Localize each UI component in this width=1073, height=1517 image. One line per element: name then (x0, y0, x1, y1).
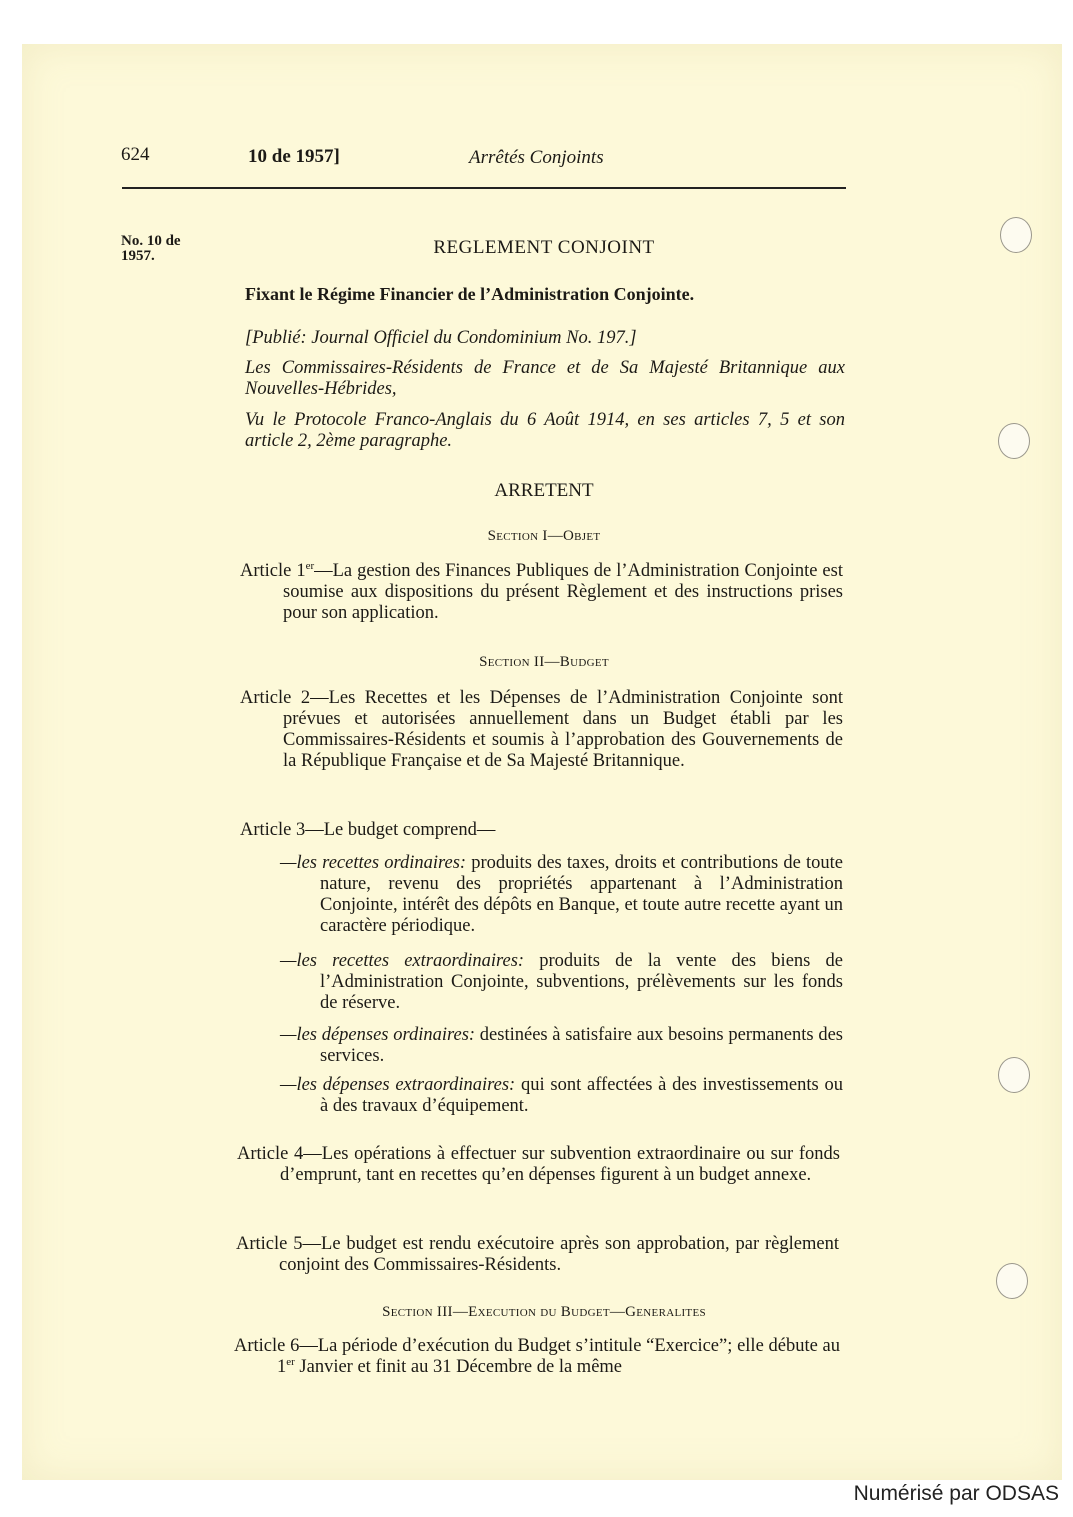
budget-item-term: —les recettes ordinaires: (280, 853, 467, 873)
budget-item (280, 951, 843, 1014)
budget-item-term: —les dépenses extraordinaires: (280, 1075, 516, 1095)
article (240, 688, 843, 772)
section-heading: Section III—Execution du Budget—Generalites (382, 1304, 706, 1320)
budget-item-text: produits des taxes, droits et contributions de toute nature, revenu des propriétés appartenant à l’Administration Conjointe, intérêt des dépôts en Banque, et toute autre recette ayant un caractère périodique. (320, 853, 844, 936)
document-subtitle: Fixant le Régime Financier de l’Administration Conjointe. (245, 284, 695, 304)
publication-note: [Publié: Journal Officiel du Condominium No. 197.] (245, 328, 637, 348)
article-text: —La gestion des Finances Publiques de l’Administration Conjointe est soumise aux dispositions du présent Règlement et des instructions prises pour son application. (283, 561, 843, 623)
binder-hole (998, 423, 1030, 459)
article-label: Article 6 (234, 1336, 300, 1356)
article-label: Article 3 (240, 820, 306, 840)
article-text: —Le budget est rendu exécutoire après son approbation, par règlement conjoint des Commissaires-Résidents. (279, 1234, 839, 1275)
budget-item (280, 853, 843, 937)
article-text: —Les Recettes et les Dépenses de l’Administration Conjointe sont prévues et autorisées annuellement dans un Budget établi par les Commissaires-Résidents et soumis à l’approbation des Gouvernements de la République Française et de Sa Majesté Britannique. (283, 688, 843, 771)
budget-item-text: produits de la vente des biens de l’Administration Conjointe, subventions, prélèvements sur les fonds de réserve. (320, 951, 843, 1013)
margin-note-line: No. 10 de (121, 233, 181, 249)
preamble-paragraph: Vu le Protocole Franco-Anglais du 6 Août 1914, en ses articles 7, 5 et son article 2, 2ème paragraphe. (245, 410, 845, 451)
margin-note (121, 234, 181, 264)
document-title: REGLEMENT CONJOINT (433, 237, 655, 258)
arretent-heading: ARRETENT (494, 480, 594, 501)
running-title: Arrêtés Conjoints (469, 147, 604, 168)
article-text: —Le budget comprend— (305, 820, 496, 840)
margin-note-line: 1957. (121, 248, 155, 264)
article (240, 561, 843, 624)
binder-hole (996, 1263, 1028, 1299)
page-number: 624 (121, 144, 150, 165)
header-reference: 10 de 1957] (248, 146, 340, 167)
article-label: Article 1er (240, 559, 315, 581)
article (237, 1144, 840, 1186)
budget-item-term: —les dépenses ordinaires: (280, 1025, 476, 1045)
header-rule (122, 187, 846, 189)
budget-item-text: destinées à satisfaire aux besoins permanents des services. (320, 1025, 843, 1066)
article-text: —Les opérations à effectuer sur subvention extraordinaire ou sur fonds d’emprunt, tant en recettes qu’en dépenses figurent à un budget annexe. (280, 1144, 840, 1185)
article-label: Article 5 (236, 1234, 303, 1254)
budget-item-term: —les recettes extraordinaires: (280, 951, 525, 971)
article-label: Article 4 (237, 1144, 304, 1164)
article-label: Article 2 (240, 688, 311, 708)
binder-hole (998, 1057, 1030, 1093)
budget-item-text: qui sont affectées à des investissements ou à des travaux d’équipement. (320, 1075, 843, 1116)
budget-item (280, 1075, 843, 1117)
section-heading: Section I—Objet (487, 528, 601, 544)
digitization-credit: Numérisé par ODSAS (853, 1482, 1059, 1505)
preamble-paragraph: Les Commissaires-Résidents de France et de Sa Majesté Britannique aux Nouvelles-Hébrides, (245, 358, 845, 399)
article (240, 820, 843, 841)
budget-item (280, 1025, 843, 1067)
section-heading: Section II—Budget (479, 654, 609, 670)
binder-hole (1000, 217, 1032, 253)
article (236, 1234, 839, 1276)
article: Article 6—La période d’exécution du Budget s’intitule “Exercice”; elle débute au 1er Janvier et finit au 31 Décembre de la même (234, 1336, 840, 1377)
